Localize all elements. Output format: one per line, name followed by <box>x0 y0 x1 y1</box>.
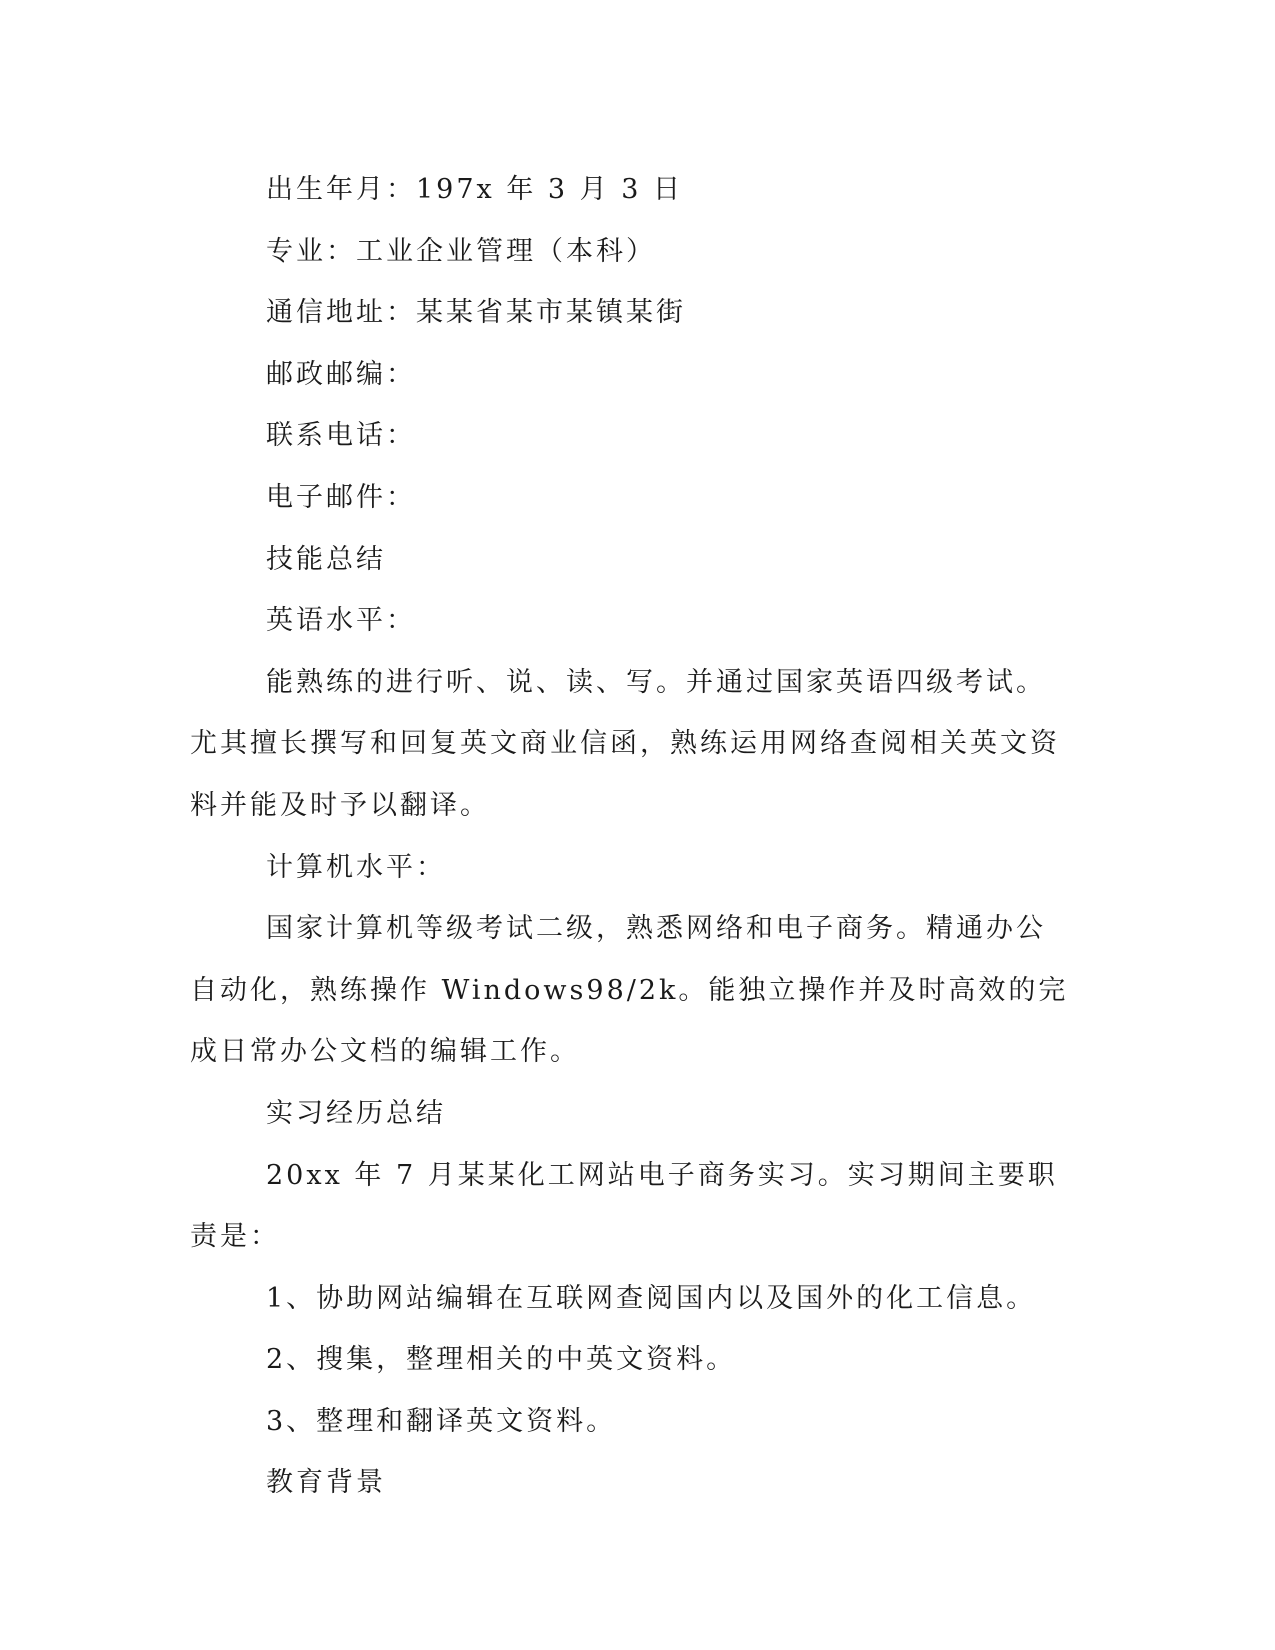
english-level-paragraph: 能熟练的进行听、说、读、写。并通过国家英语四级考试。尤其擅长撰写和回复英文商业信函，熟练运用网络查阅相关英文资料并能及时予以翻译。 <box>190 666 1060 821</box>
internship-duty-2: 2、搜集，整理相关的中英文资料。 <box>266 1344 737 1376</box>
internship-duty-1: 1、协助网站编辑在互联网查阅国内以及国外的化工信息。 <box>266 1282 1037 1314</box>
internship-duty-3: 3、整理和翻译英文资料。 <box>266 1405 617 1437</box>
phone-line: 联系电话： <box>266 420 416 452</box>
education-heading: 教育背景 <box>266 1467 386 1499</box>
internship-intro-line: 20xx 年 7 月某某化工网站电子商务实习。实习期间主要职责是： <box>190 1159 1058 1253</box>
english-level-heading: 英语水平： <box>266 605 416 637</box>
address-line: 通信地址：某某省某市某镇某街 <box>266 297 686 329</box>
birth-date-line: 出生年月：197x 年 3 月 3 日 <box>266 174 684 205</box>
computer-level-heading: 计算机水平： <box>266 851 446 883</box>
internship-summary-heading: 实习经历总结 <box>266 1097 446 1129</box>
email-line: 电子邮件： <box>266 481 416 513</box>
major-line: 专业：工业企业管理（本科） <box>266 235 656 267</box>
computer-level-paragraph: 国家计算机等级考试二级，熟悉网络和电子商务。精通办公自动化，熟练操作 Windows98/2k。能独立操作并及时高效的完成日常办公文档的编辑工作。 <box>190 913 1069 1068</box>
skills-summary-heading: 技能总结 <box>266 543 386 575</box>
postal-code-line: 邮政邮编： <box>266 358 416 390</box>
document-body <box>190 159 1075 1514</box>
